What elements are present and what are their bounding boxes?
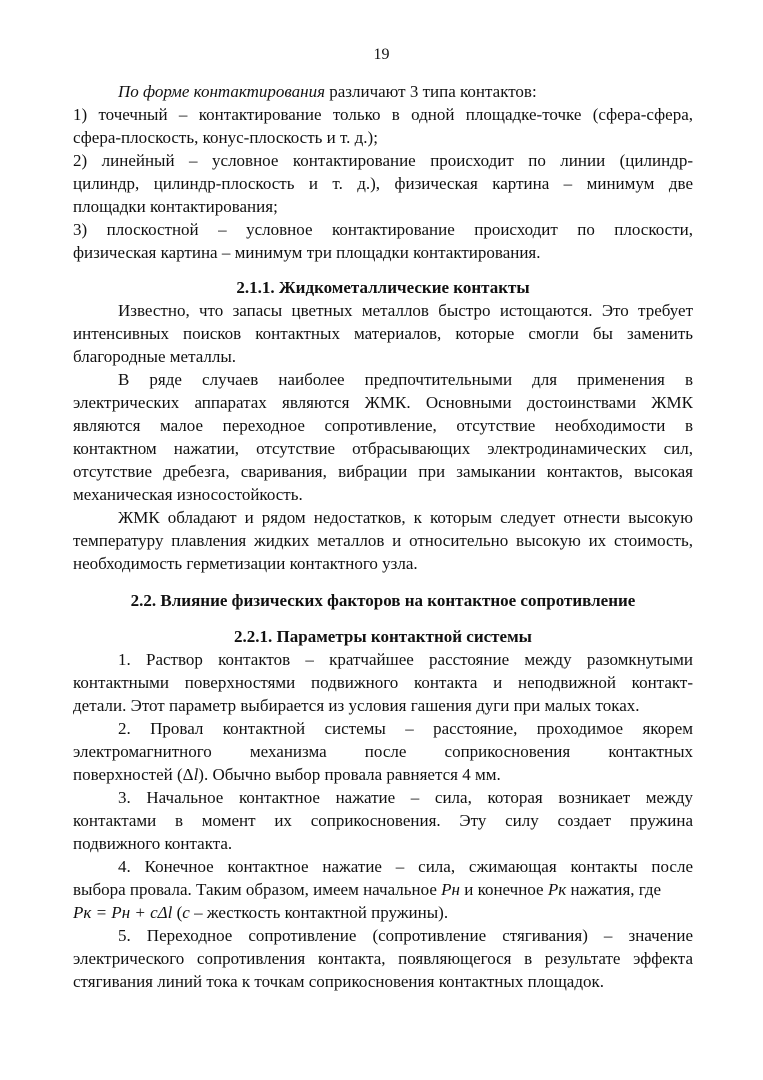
text-line: интенсивных поисков контактных материалов, которые смогли бы заменить <box>73 324 693 343</box>
text-span: ( <box>172 903 183 922</box>
text-line: электрического сопротивления контакта, появляющегося в результате эффекта <box>73 949 693 968</box>
italic-term: По форме контактирования <box>118 82 325 101</box>
formula: Pк = Pн + cΔl <box>73 903 173 922</box>
text-line <box>73 901 693 924</box>
text-line: электромагнитного механизма после соприкосновения контактных <box>73 742 693 761</box>
text-line: Известно, что запасы цветных металлов быстро истощаются. Это требует <box>118 301 693 320</box>
text-line <box>73 878 693 901</box>
text-line: детали. Этот параметр выбирается из условия гашения дуги при малых токах. <box>73 696 640 715</box>
text-line: 1. Раствор контактов – кратчайшее расстояние между разомкнутыми <box>118 650 693 669</box>
text-line: температуру плавления жидких металлов и относительно высокую их стоимость, <box>73 531 693 550</box>
text-line: электрических аппаратах являются ЖМК. Основными достоинствами ЖМК <box>73 393 693 412</box>
section-heading: 2.2. Влияние физических факторов на контактное сопротивление <box>130 591 636 610</box>
text-line: отсутствие дребезга, сваривания, вибрации при замыкании контактов, высокая <box>73 462 693 481</box>
text-line: механическая износостойкость. <box>73 485 303 504</box>
text-line: благородные металлы. <box>73 347 237 366</box>
page-number: 19 <box>373 46 390 63</box>
text-span: – жесткость контактной пружины). <box>189 903 449 922</box>
text-line <box>118 80 693 103</box>
math-symbol: Pк <box>547 880 567 899</box>
subsection-heading: 2.2.1. Параметры контактной системы <box>234 627 532 646</box>
text-span: ). Обычно выбор провала равняется 4 мм. <box>198 765 501 784</box>
math-symbol: l <box>193 765 199 784</box>
text-line: подвижного контакта. <box>73 834 233 853</box>
text-line: физическая картина – минимум три площадки контактирования. <box>73 243 541 262</box>
text-line: 4. Конечное контактное нажатие – сила, сжимающая контакты после <box>118 857 693 876</box>
text-span: выбора провала. Таким образом, имеем начальное <box>73 880 442 899</box>
text-line: 5. Переходное сопротивление (сопротивление стягивания) – значение <box>118 926 693 945</box>
math-symbol: Pн <box>441 880 460 899</box>
text-line: контактными поверхностями подвижного контакта и неподвижной контакт- <box>73 673 693 692</box>
text-line: необходимость герметизации контактного узла. <box>73 554 418 573</box>
math-symbol: c <box>182 903 190 922</box>
text-line: 2) линейный – условное контактирование происходит по линии (цилиндр- <box>73 151 693 170</box>
text-line: контактном нажатии, отсутствие отбрасывающих электродинамических сил, <box>73 439 693 458</box>
text-span: и конечное <box>459 880 548 899</box>
text-line: 2. Провал контактной системы – расстояние, проходимое якорем <box>118 719 693 738</box>
text-span: нажатия, где <box>566 880 662 899</box>
text-line: сфера-плоскость, конус-плоскость и т. д.); <box>73 128 378 147</box>
text-line: площадки контактирования; <box>73 197 278 216</box>
text-line: В ряде случаев наиболее предпочтительными для применения в <box>118 370 693 389</box>
text-line: ЖМК обладают и рядом недостатков, к которым следует отнести высокую <box>118 508 693 527</box>
text-line: 3) плоскостной – условное контактирование происходит по плоскости, <box>73 220 693 239</box>
section-heading: 2.1.1. Жидкометаллические контакты <box>236 278 530 297</box>
text-span: различают 3 типа контактов: <box>325 82 537 101</box>
text-line: 1) точечный – контактирование только в одной площадке-точке (сфера-сфера, <box>73 105 693 124</box>
text-line: контактами в момент их соприкосновения. Эту силу создает пружина <box>73 811 693 830</box>
text-line: стягивания линий тока к точкам соприкосновения контактных площадок. <box>73 972 604 991</box>
text-line: цилиндр, цилиндр-плоскость и т. д.), физическая картина – минимум две <box>73 174 693 193</box>
text-line: являются малое переходное сопротивление, отсутствие необходимости в <box>73 416 693 435</box>
text-span: поверхностей (Δ <box>73 765 194 784</box>
text-line: 3. Начальное контактное нажатие – сила, которая возникает между <box>118 788 693 807</box>
text-line <box>73 763 693 786</box>
